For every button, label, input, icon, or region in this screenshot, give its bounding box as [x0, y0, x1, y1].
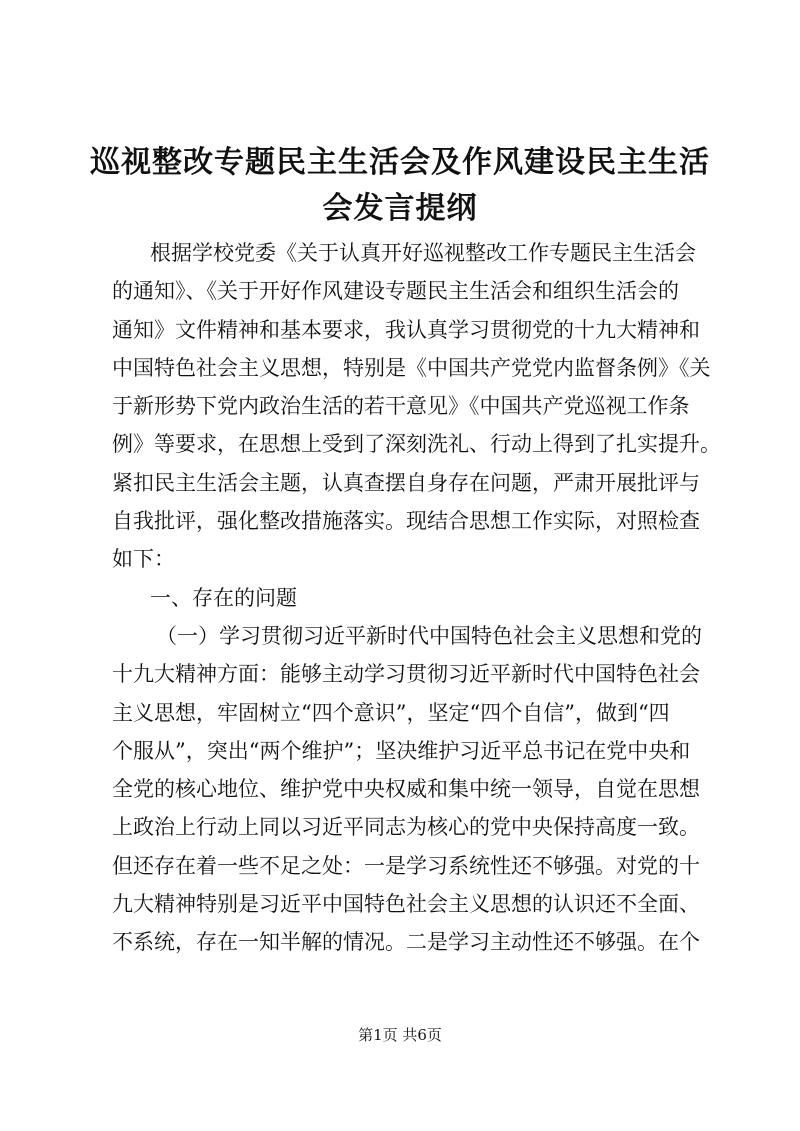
body-line: 全党的核心地位、维护党中央权威和集中统一领导，自觉在思想 — [112, 777, 700, 802]
body-line: 上政治上行动上同以习近平同志为核心的党中央保持高度一致。 — [112, 815, 700, 840]
body-line: 通知》文件精神和基本要求，我认真学习贯彻党的十九大精神和 — [112, 317, 700, 342]
body-line: 个服从”，突出“两个维护”；坚决维护习近平总书记在党中央和 — [112, 738, 691, 763]
body-line: 中国特色社会主义思想，特别是《中国共产党党内监督条例》《关 — [112, 355, 711, 380]
document-body — [112, 234, 721, 962]
body-line: 的通知》、《关于开好作风建设专题民主生活会和组织生活会的 — [112, 279, 679, 304]
body-line: 十九大精神方面：能够主动学习贯彻习近平新时代中国特色社会 — [112, 662, 700, 687]
body-line: 主义思想，牢固树立“四个意识”，坚定“四个自信”，做到“四 — [112, 700, 670, 725]
title-line-2: 会发言提纲 — [322, 191, 478, 226]
body-line: 但还存在着一些不足之处：一是学习系统性还不够强。对党的十 — [112, 853, 700, 878]
body-line: 如下： — [112, 547, 175, 572]
document-title — [90, 140, 710, 232]
body-line: 九大精神特别是习近平中国特色社会主义思想的认识还不全面、 — [112, 892, 700, 917]
body-line: 紧扣民主生活会主题，认真查摆自身存在问题，严肃开展批评与 — [112, 470, 700, 495]
subsection-heading-line: （一）学习贯彻习近平新时代中国特色社会主义思想和党的 — [156, 623, 702, 648]
page-footer: 第1页 共6页 — [358, 1026, 442, 1044]
body-line: 例》等要求，在思想上受到了深刻洗礼、行动上得到了扎实提升。 — [112, 432, 721, 457]
body-line: 于新形势下党内政治生活的若干意见》《中国共产党巡视工作条 — [112, 394, 690, 419]
body-line: 自我批评，强化整改措施落实。现结合思想工作实际，对照检查 — [112, 509, 700, 534]
body-line: 根据学校党委《关于认真开好巡视整改工作专题民主生活会 — [150, 241, 696, 265]
title-line-1: 巡视整改专题民主生活会及作风建设民主生活 — [90, 145, 710, 180]
section-heading: 一、存在的问题 — [150, 585, 297, 610]
body-line: 不系统，存在一知半解的情况。二是学习主动性还不够强。在个 — [112, 930, 700, 955]
